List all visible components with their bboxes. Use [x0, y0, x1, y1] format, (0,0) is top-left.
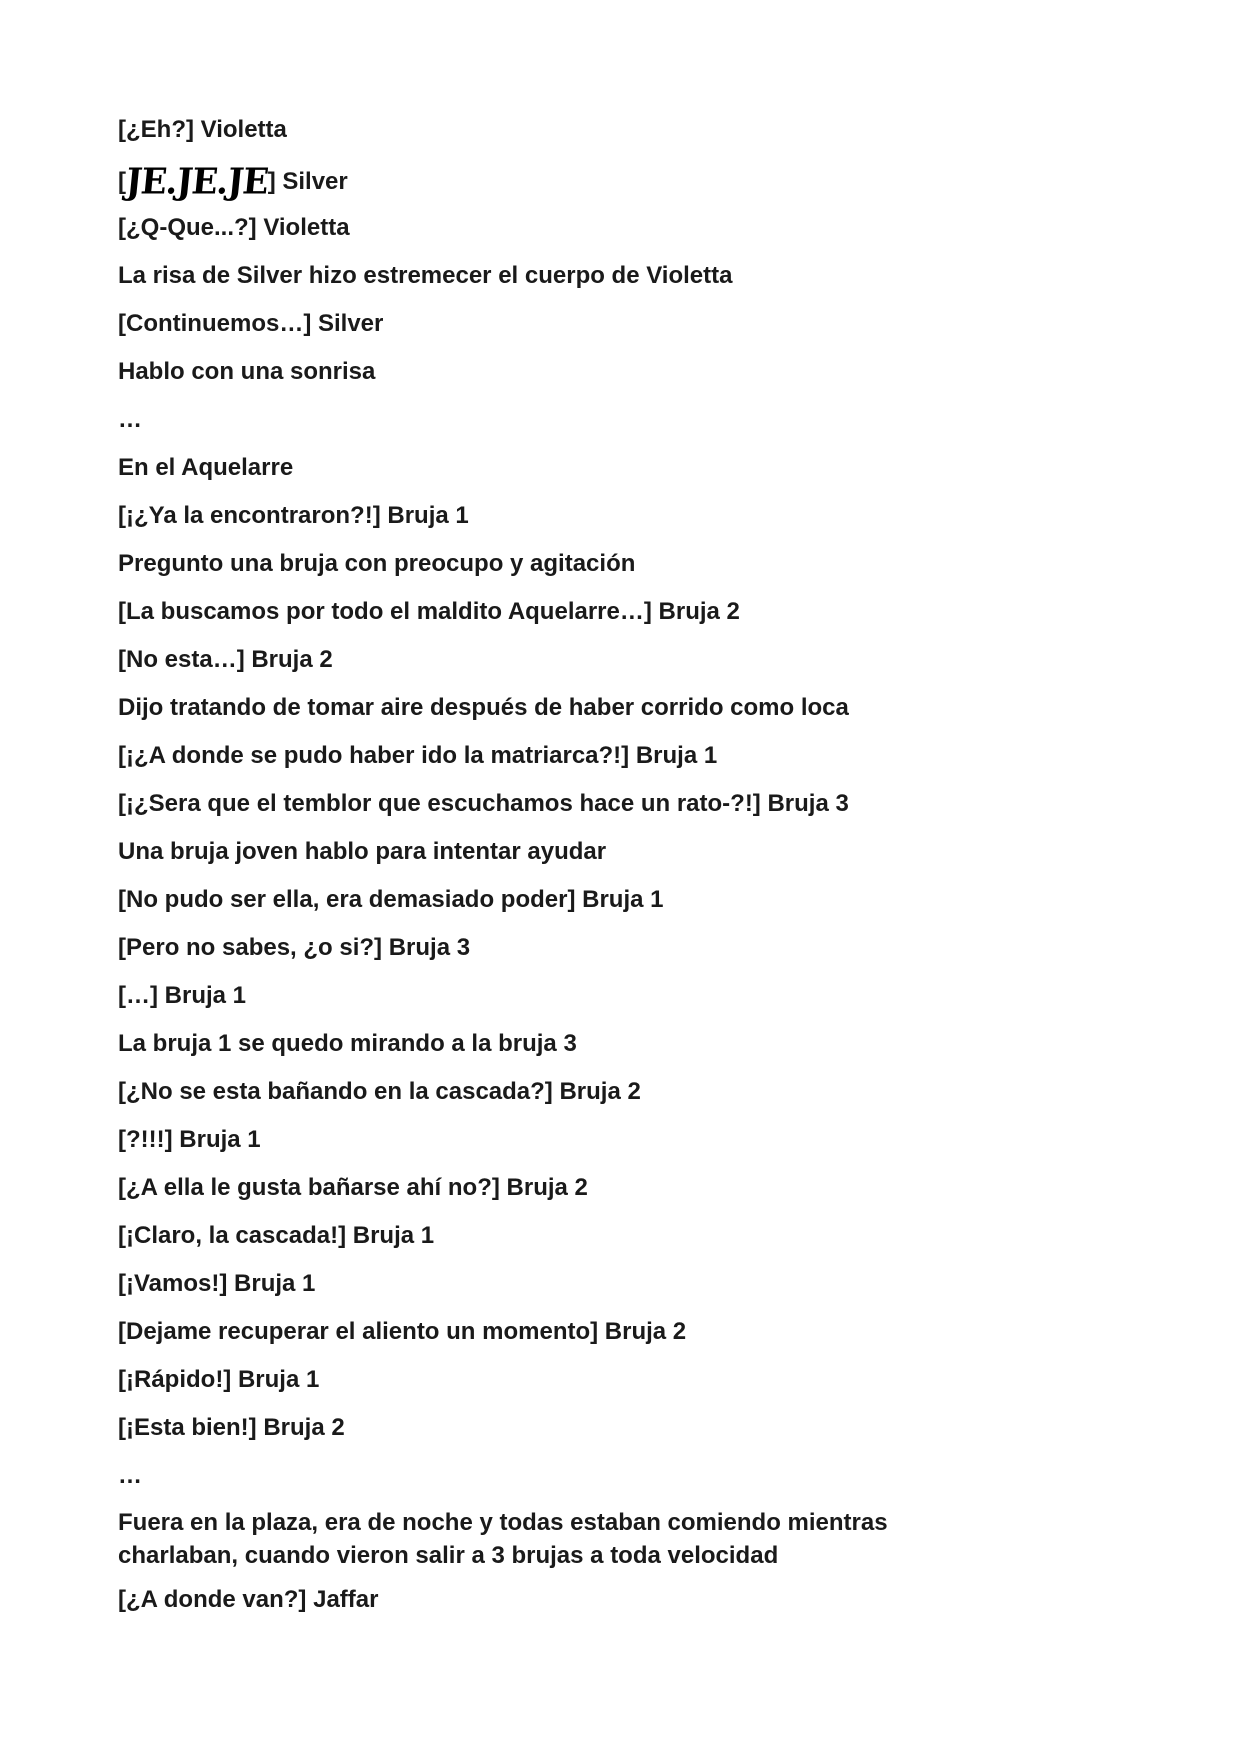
- text-line: [¡Vamos!] Bruja 1: [118, 1270, 316, 1297]
- text-line: [¡¿Sera que el temblor que escuchamos hace un rato-?!] Bruja 3: [118, 790, 849, 817]
- text-line: La risa de Silver hizo estremecer el cuerpo de Violetta: [118, 262, 733, 289]
- text-line: […] Bruja 1: [118, 982, 247, 1009]
- text-line: [?!!!] Bruja 1: [118, 1126, 261, 1153]
- text-line: [¿A donde van?] Jaffar: [118, 1586, 379, 1613]
- text-line: [¡Rápido!] Bruja 1: [118, 1366, 320, 1393]
- text-line: [¿Eh?] Violetta: [118, 116, 287, 143]
- text-line: La bruja 1 se quedo mirando a la bruja 3: [118, 1030, 577, 1057]
- text-line: Pregunto una bruja con preocupo y agitación: [118, 550, 636, 577]
- text-line: Dijo tratando de tomar aire después de haber corrido como loca: [118, 694, 849, 721]
- narration-paragraph: Fuera en la plaza, era de noche y todas estaban comiendo mientras charlaban, cuando vieron salir a 3 brujas a toda velocidad: [118, 1509, 888, 1569]
- text-line: [Continuemos…] Silver: [118, 310, 384, 337]
- text-line: [No esta…] Bruja 2: [118, 646, 333, 673]
- text-line: En el Aquelarre: [118, 454, 294, 481]
- text-line: [¡¿Ya la encontraron?!] Bruja 1: [118, 502, 469, 529]
- text-line: Hablo con una sonrisa: [118, 358, 376, 385]
- speaker-name: Silver: [275, 168, 348, 195]
- text-line: [La buscamos por todo el maldito Aquelarre…] Bruja 2: [118, 598, 740, 625]
- text-line: [¡Esta bien!] Bruja 2: [118, 1414, 345, 1441]
- stylized-laugh-text: JE.JE.JE: [123, 161, 270, 203]
- document-body: [118, 116, 1118, 1634]
- text-line: [Pero no sabes, ¿o si?] Bruja 3: [118, 934, 471, 961]
- text-line: [¿No se esta bañando en la cascada?] Bruja 2: [118, 1078, 641, 1105]
- text-line: [¡¿A donde se pudo haber ido la matriarca?!] Bruja 1: [118, 742, 718, 769]
- text-line: …: [118, 406, 142, 433]
- text-line: [Dejame recuperar el aliento un momento] Bruja 2: [118, 1318, 687, 1345]
- text-line: [No pudo ser ella, era demasiado poder] Bruja 1: [118, 886, 664, 913]
- text-line: [¡Claro, la cascada!] Bruja 1: [118, 1222, 435, 1249]
- text-line: [¿A ella le gusta bañarse ahí no?] Bruja 2: [118, 1174, 588, 1201]
- laugh-line: [118, 161, 1118, 203]
- open-bracket: [: [118, 168, 126, 195]
- text-line: [¿Q-Que...?] Violetta: [118, 214, 350, 241]
- close-bracket: ]: [267, 168, 276, 195]
- text-line: …: [118, 1462, 142, 1489]
- text-line: Una bruja joven hablo para intentar ayudar: [118, 838, 607, 865]
